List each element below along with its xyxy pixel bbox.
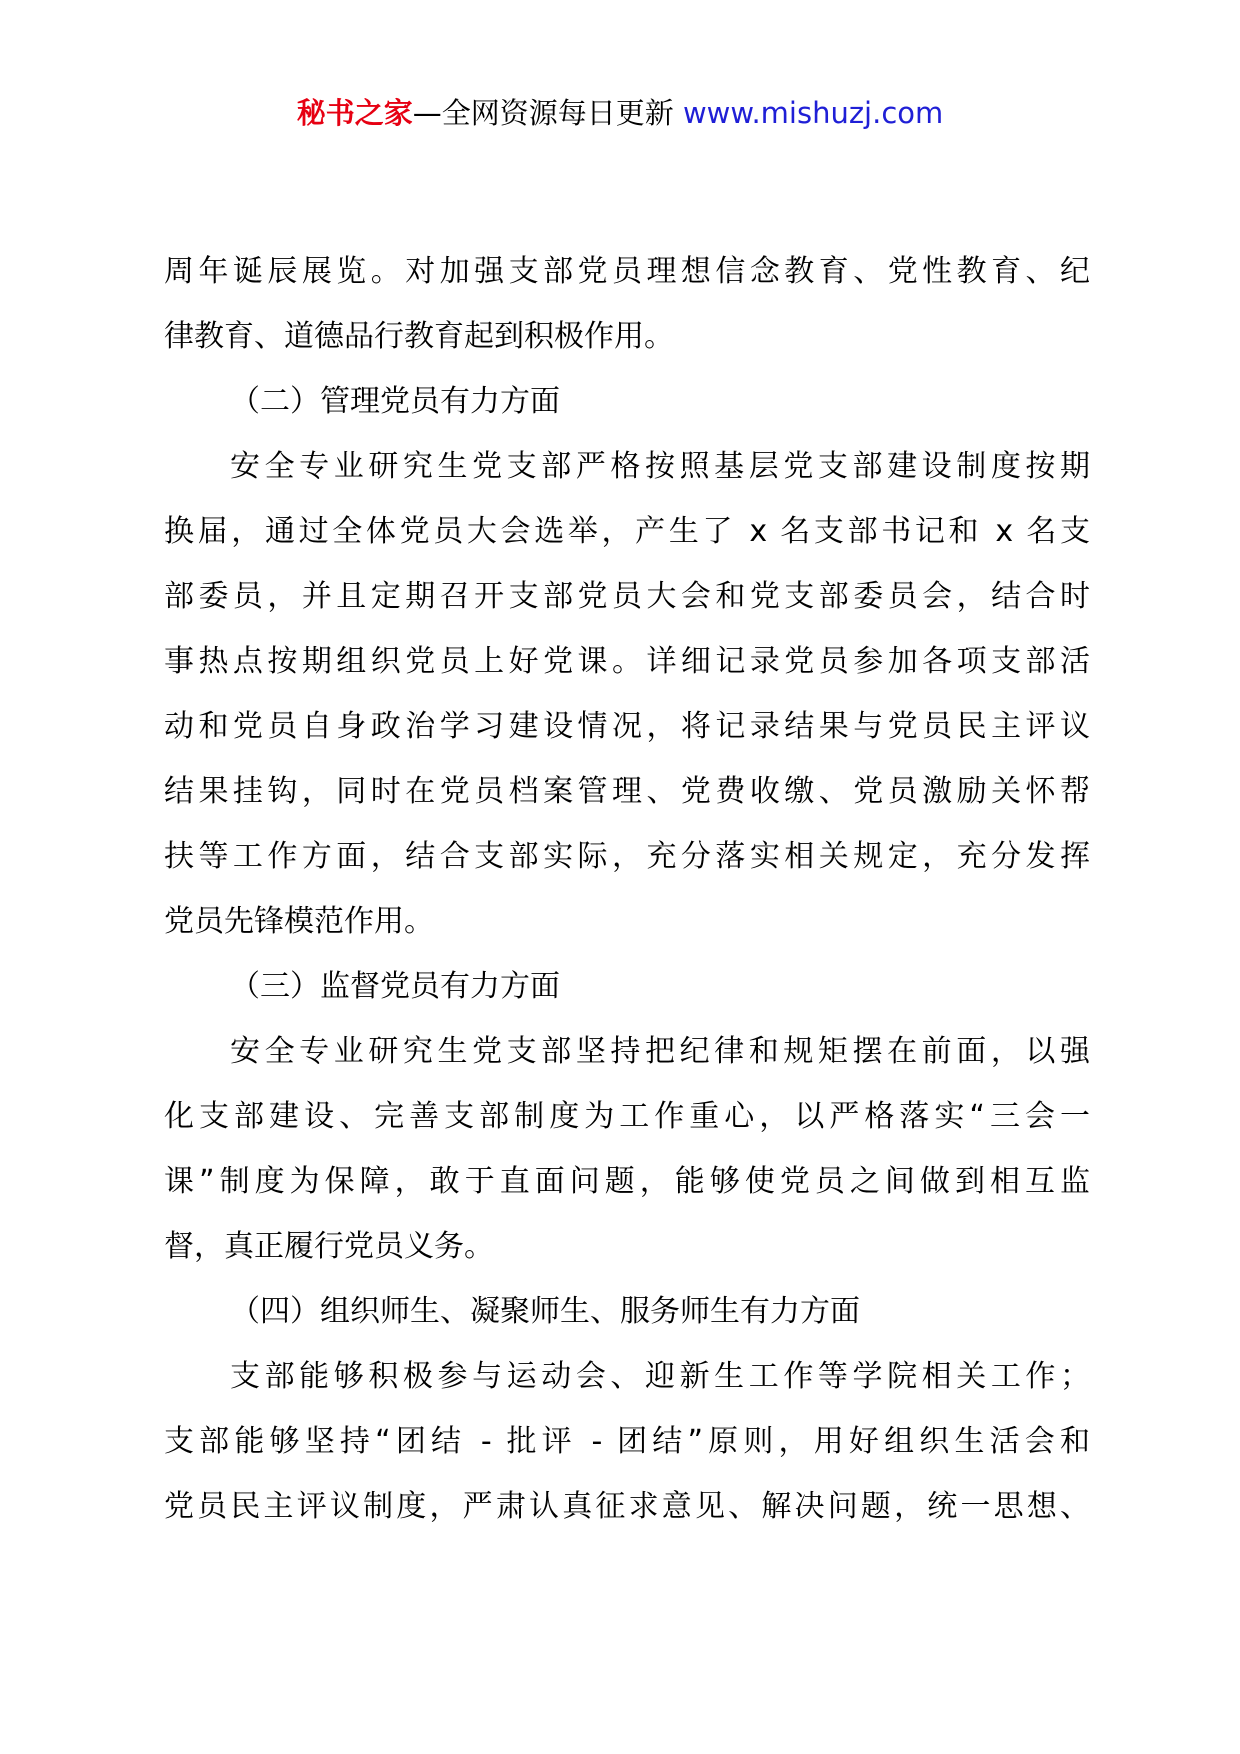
section-heading: （三）监督党员有力方面	[230, 969, 560, 1004]
document-body	[164, 239, 1090, 1539]
site-header	[0, 93, 1240, 133]
text-line: 部委员，并且定期召开支部党员大会和党支部委员会，结合时	[164, 579, 1090, 614]
text-line: 安全专业研究生党支部严格按照基层党支部建设制度按期	[230, 449, 1090, 484]
site-tagline: —全网资源每日更新	[412, 96, 674, 130]
text-line: 周年诞辰展览。对加强支部党员理想信念教育、党性教育、纪	[164, 254, 1090, 289]
text-line: 支部能够坚持“团结 - 批评 - 团结”原则，用好组织生活会和	[164, 1424, 1090, 1459]
text-line: 党员先锋模范作用。	[164, 904, 434, 939]
section-heading: （二）管理党员有力方面	[230, 384, 560, 419]
site-brand: 秘书之家	[296, 96, 413, 130]
text-line: 课”制度为保障，敢于直面问题，能够使党员之间做到相互监	[164, 1164, 1090, 1199]
text-line: 扶等工作方面，结合支部实际，充分落实相关规定，充分发挥	[164, 839, 1090, 874]
text-line: 安全专业研究生党支部坚持把纪律和规矩摆在前面，以强	[230, 1034, 1090, 1069]
text-line: 党员民主评议制度，严肃认真征求意见、解决问题，统一思想、	[164, 1489, 1090, 1524]
site-url-link[interactable]: www.mishuzj.com	[682, 96, 944, 130]
section-heading: （四）组织师生、凝聚师生、服务师生有力方面	[230, 1294, 860, 1329]
text-line: 督，真正履行党员义务。	[164, 1229, 494, 1264]
text-line: 支部能够积极参与运动会、迎新生工作等学院相关工作；	[230, 1359, 1090, 1394]
text-line: 律教育、道德品行教育起到积极作用。	[164, 319, 674, 354]
text-line: 事热点按期组织党员上好党课。详细记录党员参加各项支部活	[164, 644, 1090, 679]
text-line: 结果挂钩，同时在党员档案管理、党费收缴、党员激励关怀帮	[164, 774, 1090, 809]
text-line: 化支部建设、完善支部制度为工作重心，以严格落实“三会一	[164, 1099, 1090, 1134]
text-line: 动和党员自身政治学习建设情况，将记录结果与党员民主评议	[164, 709, 1090, 744]
text-line: 换届，通过全体党员大会选举，产生了 x 名支部书记和 x 名支	[164, 514, 1090, 549]
